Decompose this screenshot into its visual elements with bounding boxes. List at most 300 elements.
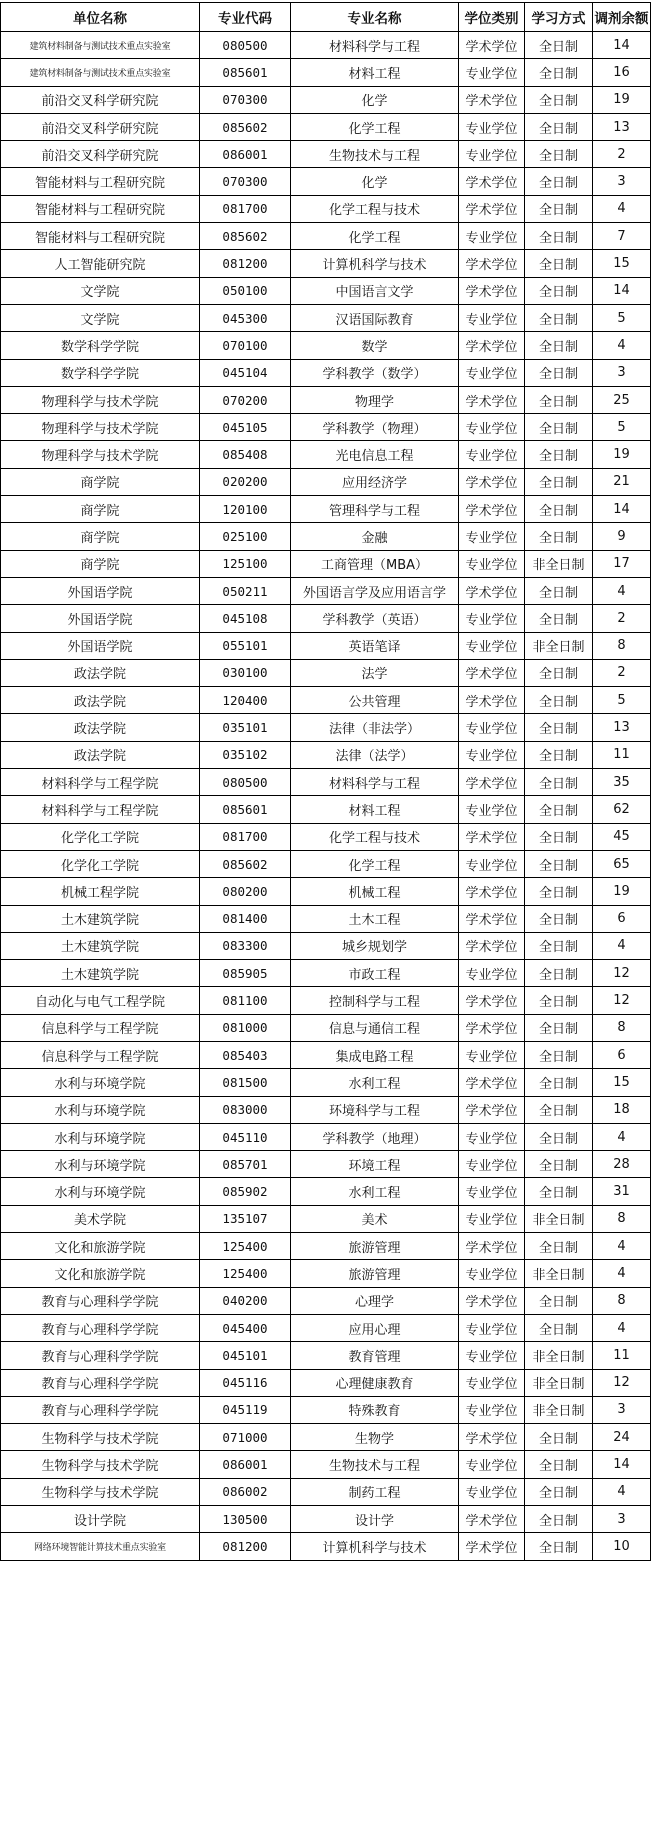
unit-name-cell: 外国语学院 [1, 605, 200, 632]
unit-name-cell: 水利与环境学院 [1, 1178, 200, 1205]
remaining-quota-cell: 31 [593, 1178, 651, 1205]
major-code-cell: 135107 [200, 1205, 291, 1232]
degree-type-cell: 专业学位 [459, 605, 525, 632]
table-row [1, 1506, 651, 1533]
table-row [1, 1041, 651, 1068]
study-mode-cell: 全日制 [525, 1287, 593, 1314]
table-row [1, 1369, 651, 1396]
unit-name-cell: 生物科学与技术学院 [1, 1478, 200, 1505]
unit-name-cell: 前沿交叉科学研究院 [1, 141, 200, 168]
remaining-quota-cell: 14 [593, 496, 651, 523]
major-code-cell: 081700 [200, 195, 291, 222]
major-name-cell: 法律（非法学） [291, 714, 459, 741]
degree-type-cell: 专业学位 [459, 59, 525, 86]
major-name-cell: 集成电路工程 [291, 1041, 459, 1068]
unit-name-cell: 前沿交叉科学研究院 [1, 86, 200, 113]
remaining-quota-cell: 14 [593, 32, 651, 59]
major-name-cell: 土木工程 [291, 905, 459, 932]
table-row [1, 905, 651, 932]
unit-name-cell: 化学化工学院 [1, 850, 200, 877]
unit-name-cell: 物理科学与技术学院 [1, 441, 200, 468]
unit-name-cell: 水利与环境学院 [1, 1069, 200, 1096]
major-code-cell: 080500 [200, 32, 291, 59]
table-row [1, 59, 651, 86]
unit-name-cell: 文化和旅游学院 [1, 1233, 200, 1260]
remaining-quota-cell: 4 [593, 932, 651, 959]
major-code-cell: 120100 [200, 496, 291, 523]
unit-name-cell: 智能材料与工程研究院 [1, 223, 200, 250]
unit-name-cell: 建筑材料制备与测试技术重点实验室 [1, 59, 200, 86]
major-name-cell: 数学 [291, 332, 459, 359]
remaining-quota-cell: 4 [593, 1233, 651, 1260]
unit-name-cell: 生物科学与技术学院 [1, 1424, 200, 1451]
study-mode-cell: 全日制 [525, 1451, 593, 1478]
study-mode-cell: 非全日制 [525, 1396, 593, 1423]
major-name-cell: 教育管理 [291, 1342, 459, 1369]
degree-type-cell: 学术学位 [459, 496, 525, 523]
table-row [1, 605, 651, 632]
study-mode-cell: 全日制 [525, 468, 593, 495]
study-mode-cell: 全日制 [525, 250, 593, 277]
degree-type-cell: 学术学位 [459, 577, 525, 604]
remaining-quota-cell: 4 [593, 1314, 651, 1341]
study-mode-cell: 非全日制 [525, 1205, 593, 1232]
remaining-quota-cell: 4 [593, 1478, 651, 1505]
major-code-cell: 085601 [200, 796, 291, 823]
table-row [1, 1396, 651, 1423]
unit-name-cell: 物理科学与技术学院 [1, 414, 200, 441]
degree-type-cell: 专业学位 [459, 796, 525, 823]
major-name-cell: 设计学 [291, 1506, 459, 1533]
major-code-cell: 086001 [200, 141, 291, 168]
degree-type-cell: 学术学位 [459, 932, 525, 959]
degree-type-cell: 专业学位 [459, 1260, 525, 1287]
remaining-quota-cell: 13 [593, 714, 651, 741]
degree-type-cell: 学术学位 [459, 1069, 525, 1096]
study-mode-cell: 全日制 [525, 1478, 593, 1505]
remaining-quota-cell: 4 [593, 1123, 651, 1150]
major-name-cell: 心理健康教育 [291, 1369, 459, 1396]
study-mode-cell: 全日制 [525, 1041, 593, 1068]
major-name-cell: 学科教学（英语） [291, 605, 459, 632]
remaining-quota-cell: 4 [593, 577, 651, 604]
unit-name-cell: 文学院 [1, 277, 200, 304]
major-name-cell: 美术 [291, 1205, 459, 1232]
study-mode-cell: 全日制 [525, 1151, 593, 1178]
study-mode-cell: 全日制 [525, 59, 593, 86]
major-name-cell: 生物学 [291, 1424, 459, 1451]
major-name-cell: 环境工程 [291, 1151, 459, 1178]
major-code-cell: 086002 [200, 1478, 291, 1505]
major-name-cell: 外国语言学及应用语言学 [291, 577, 459, 604]
table-row [1, 1151, 651, 1178]
table-row [1, 1069, 651, 1096]
degree-type-cell: 学术学位 [459, 905, 525, 932]
remaining-quota-cell: 4 [593, 332, 651, 359]
remaining-quota-cell: 24 [593, 1424, 651, 1451]
table-row [1, 168, 651, 195]
major-name-cell: 公共管理 [291, 687, 459, 714]
major-code-cell: 081400 [200, 905, 291, 932]
major-code-cell: 050211 [200, 577, 291, 604]
table-row [1, 1014, 651, 1041]
degree-type-cell: 专业学位 [459, 1478, 525, 1505]
degree-type-cell: 学术学位 [459, 1506, 525, 1533]
major-code-cell: 120400 [200, 687, 291, 714]
unit-name-cell: 政法学院 [1, 687, 200, 714]
unit-name-cell: 商学院 [1, 523, 200, 550]
degree-type-cell: 学术学位 [459, 878, 525, 905]
remaining-quota-cell: 11 [593, 741, 651, 768]
degree-type-cell: 学术学位 [459, 823, 525, 850]
remaining-quota-cell: 3 [593, 1396, 651, 1423]
unit-name-cell: 政法学院 [1, 714, 200, 741]
degree-type-cell: 专业学位 [459, 1314, 525, 1341]
degree-type-cell: 学术学位 [459, 332, 525, 359]
remaining-quota-cell: 2 [593, 141, 651, 168]
header-unit-name: 单位名称 [1, 3, 200, 32]
degree-type-cell: 学术学位 [459, 1014, 525, 1041]
degree-type-cell: 专业学位 [459, 441, 525, 468]
table-header-row [1, 3, 651, 32]
major-name-cell: 计算机科学与技术 [291, 250, 459, 277]
unit-name-cell: 文学院 [1, 304, 200, 331]
remaining-quota-cell: 9 [593, 523, 651, 550]
unit-name-cell: 外国语学院 [1, 577, 200, 604]
remaining-quota-cell: 6 [593, 1041, 651, 1068]
table-row [1, 468, 651, 495]
major-code-cell: 035102 [200, 741, 291, 768]
remaining-quota-cell: 8 [593, 632, 651, 659]
unit-name-cell: 机械工程学院 [1, 878, 200, 905]
study-mode-cell: 全日制 [525, 769, 593, 796]
study-mode-cell: 全日制 [525, 577, 593, 604]
degree-type-cell: 学术学位 [459, 32, 525, 59]
header-study-mode: 学习方式 [525, 3, 593, 32]
major-code-cell: 085403 [200, 1041, 291, 1068]
remaining-quota-cell: 62 [593, 796, 651, 823]
remaining-quota-cell: 12 [593, 987, 651, 1014]
major-name-cell: 控制科学与工程 [291, 987, 459, 1014]
unit-name-cell: 政法学院 [1, 741, 200, 768]
major-name-cell: 环境科学与工程 [291, 1096, 459, 1123]
major-name-cell: 材料科学与工程 [291, 32, 459, 59]
major-code-cell: 045119 [200, 1396, 291, 1423]
major-name-cell: 旅游管理 [291, 1260, 459, 1287]
major-name-cell: 信息与通信工程 [291, 1014, 459, 1041]
major-code-cell: 125400 [200, 1233, 291, 1260]
degree-type-cell: 专业学位 [459, 414, 525, 441]
degree-type-cell: 专业学位 [459, 1396, 525, 1423]
study-mode-cell: 全日制 [525, 605, 593, 632]
major-name-cell: 工商管理（MBA） [291, 550, 459, 577]
major-name-cell: 化学 [291, 86, 459, 113]
table-row [1, 741, 651, 768]
unit-name-cell: 美术学院 [1, 1205, 200, 1232]
degree-type-cell: 专业学位 [459, 1342, 525, 1369]
degree-type-cell: 专业学位 [459, 550, 525, 577]
remaining-quota-cell: 5 [593, 687, 651, 714]
major-code-cell: 085602 [200, 223, 291, 250]
major-code-cell: 045116 [200, 1369, 291, 1396]
remaining-quota-cell: 25 [593, 386, 651, 413]
header-degree-type: 学位类别 [459, 3, 525, 32]
remaining-quota-cell: 7 [593, 223, 651, 250]
major-code-cell: 085601 [200, 59, 291, 86]
degree-type-cell: 专业学位 [459, 1451, 525, 1478]
degree-type-cell: 学术学位 [459, 1096, 525, 1123]
major-code-cell: 045300 [200, 304, 291, 331]
unit-name-cell: 建筑材料制备与测试技术重点实验室 [1, 32, 200, 59]
major-name-cell: 学科教学（地理） [291, 1123, 459, 1150]
degree-type-cell: 专业学位 [459, 1123, 525, 1150]
major-name-cell: 化学工程与技术 [291, 823, 459, 850]
unit-name-cell: 政法学院 [1, 659, 200, 686]
table-row [1, 414, 651, 441]
major-code-cell: 081000 [200, 1014, 291, 1041]
study-mode-cell: 全日制 [525, 332, 593, 359]
major-code-cell: 080200 [200, 878, 291, 905]
degree-type-cell: 学术学位 [459, 769, 525, 796]
major-code-cell: 085701 [200, 1151, 291, 1178]
study-mode-cell: 全日制 [525, 1123, 593, 1150]
study-mode-cell: 全日制 [525, 414, 593, 441]
unit-name-cell: 商学院 [1, 550, 200, 577]
study-mode-cell: 全日制 [525, 277, 593, 304]
major-code-cell: 045101 [200, 1342, 291, 1369]
major-code-cell: 045108 [200, 605, 291, 632]
major-name-cell: 化学工程 [291, 223, 459, 250]
major-name-cell: 法学 [291, 659, 459, 686]
degree-type-cell: 学术学位 [459, 1424, 525, 1451]
unit-name-cell: 自动化与电气工程学院 [1, 987, 200, 1014]
table-row [1, 687, 651, 714]
table-row [1, 195, 651, 222]
unit-name-cell: 教育与心理科学学院 [1, 1369, 200, 1396]
degree-type-cell: 学术学位 [459, 195, 525, 222]
study-mode-cell: 全日制 [525, 223, 593, 250]
major-name-cell: 城乡规划学 [291, 932, 459, 959]
degree-type-cell: 专业学位 [459, 304, 525, 331]
major-code-cell: 055101 [200, 632, 291, 659]
major-name-cell: 水利工程 [291, 1178, 459, 1205]
study-mode-cell: 非全日制 [525, 632, 593, 659]
remaining-quota-cell: 15 [593, 250, 651, 277]
remaining-quota-cell: 15 [593, 1069, 651, 1096]
degree-type-cell: 学术学位 [459, 386, 525, 413]
table-row [1, 1424, 651, 1451]
degree-type-cell: 学术学位 [459, 1287, 525, 1314]
study-mode-cell: 全日制 [525, 32, 593, 59]
unit-name-cell: 材料科学与工程学院 [1, 769, 200, 796]
table-row [1, 659, 651, 686]
major-code-cell: 070200 [200, 386, 291, 413]
table-row [1, 823, 651, 850]
study-mode-cell: 全日制 [525, 1069, 593, 1096]
table-row [1, 577, 651, 604]
table-row [1, 1287, 651, 1314]
study-mode-cell: 全日制 [525, 687, 593, 714]
table-row [1, 550, 651, 577]
study-mode-cell: 全日制 [525, 496, 593, 523]
table-row [1, 1233, 651, 1260]
study-mode-cell: 全日制 [525, 796, 593, 823]
study-mode-cell: 全日制 [525, 741, 593, 768]
remaining-quota-cell: 18 [593, 1096, 651, 1123]
study-mode-cell: 全日制 [525, 1533, 593, 1560]
unit-name-cell: 材料科学与工程学院 [1, 796, 200, 823]
unit-name-cell: 商学院 [1, 496, 200, 523]
major-name-cell: 学科教学（数学） [291, 359, 459, 386]
major-code-cell: 130500 [200, 1506, 291, 1533]
major-code-cell: 125400 [200, 1260, 291, 1287]
degree-type-cell: 专业学位 [459, 1369, 525, 1396]
major-code-cell: 081500 [200, 1069, 291, 1096]
remaining-quota-cell: 5 [593, 414, 651, 441]
table-row [1, 714, 651, 741]
table-row [1, 223, 651, 250]
major-name-cell: 生物技术与工程 [291, 141, 459, 168]
remaining-quota-cell: 12 [593, 1369, 651, 1396]
major-code-cell: 045110 [200, 1123, 291, 1150]
table-row [1, 1123, 651, 1150]
remaining-quota-cell: 2 [593, 605, 651, 632]
major-code-cell: 070300 [200, 168, 291, 195]
header-major-code: 专业代码 [200, 3, 291, 32]
major-name-cell: 化学工程 [291, 113, 459, 140]
table-row [1, 359, 651, 386]
major-code-cell: 085902 [200, 1178, 291, 1205]
table-row [1, 1260, 651, 1287]
study-mode-cell: 非全日制 [525, 1369, 593, 1396]
major-code-cell: 085602 [200, 850, 291, 877]
study-mode-cell: 全日制 [525, 659, 593, 686]
study-mode-cell: 全日制 [525, 168, 593, 195]
study-mode-cell: 全日制 [525, 714, 593, 741]
remaining-quota-cell: 14 [593, 1451, 651, 1478]
remaining-quota-cell: 6 [593, 905, 651, 932]
major-code-cell: 035101 [200, 714, 291, 741]
table-row [1, 386, 651, 413]
major-name-cell: 学科教学（物理） [291, 414, 459, 441]
table-row [1, 878, 651, 905]
unit-name-cell: 设计学院 [1, 1506, 200, 1533]
major-name-cell: 制药工程 [291, 1478, 459, 1505]
table-row [1, 141, 651, 168]
unit-name-cell: 商学院 [1, 468, 200, 495]
remaining-quota-cell: 19 [593, 878, 651, 905]
major-code-cell: 081700 [200, 823, 291, 850]
major-name-cell: 物理学 [291, 386, 459, 413]
major-code-cell: 083300 [200, 932, 291, 959]
major-code-cell: 020200 [200, 468, 291, 495]
table-row [1, 332, 651, 359]
unit-name-cell: 水利与环境学院 [1, 1096, 200, 1123]
major-name-cell: 化学工程 [291, 850, 459, 877]
degree-type-cell: 专业学位 [459, 359, 525, 386]
major-name-cell: 光电信息工程 [291, 441, 459, 468]
table-row [1, 987, 651, 1014]
major-code-cell: 045400 [200, 1314, 291, 1341]
remaining-quota-cell: 10 [593, 1533, 651, 1560]
table-row [1, 1096, 651, 1123]
degree-type-cell: 专业学位 [459, 1178, 525, 1205]
degree-type-cell: 专业学位 [459, 714, 525, 741]
remaining-quota-cell: 3 [593, 1506, 651, 1533]
degree-type-cell: 学术学位 [459, 86, 525, 113]
major-name-cell: 管理科学与工程 [291, 496, 459, 523]
major-code-cell: 050100 [200, 277, 291, 304]
study-mode-cell: 非全日制 [525, 1260, 593, 1287]
degree-type-cell: 学术学位 [459, 1533, 525, 1560]
study-mode-cell: 全日制 [525, 1096, 593, 1123]
unit-name-cell: 数学科学学院 [1, 332, 200, 359]
major-code-cell: 040200 [200, 1287, 291, 1314]
remaining-quota-cell: 11 [593, 1342, 651, 1369]
table-row [1, 1205, 651, 1232]
remaining-quota-cell: 19 [593, 86, 651, 113]
degree-type-cell: 学术学位 [459, 168, 525, 195]
table-row [1, 1478, 651, 1505]
study-mode-cell: 全日制 [525, 1233, 593, 1260]
major-name-cell: 水利工程 [291, 1069, 459, 1096]
major-name-cell: 材料工程 [291, 796, 459, 823]
major-code-cell: 081200 [200, 1533, 291, 1560]
study-mode-cell: 非全日制 [525, 550, 593, 577]
degree-type-cell: 专业学位 [459, 1205, 525, 1232]
unit-name-cell: 文化和旅游学院 [1, 1260, 200, 1287]
degree-type-cell: 学术学位 [459, 277, 525, 304]
unit-name-cell: 土木建筑学院 [1, 905, 200, 932]
degree-type-cell: 专业学位 [459, 1151, 525, 1178]
unit-name-cell: 外国语学院 [1, 632, 200, 659]
major-name-cell: 化学 [291, 168, 459, 195]
remaining-quota-cell: 19 [593, 441, 651, 468]
remaining-quota-cell: 2 [593, 659, 651, 686]
table-row [1, 441, 651, 468]
major-code-cell: 045105 [200, 414, 291, 441]
remaining-quota-cell: 14 [593, 277, 651, 304]
unit-name-cell: 教育与心理科学学院 [1, 1342, 200, 1369]
study-mode-cell: 全日制 [525, 1424, 593, 1451]
major-code-cell: 025100 [200, 523, 291, 550]
major-code-cell: 080500 [200, 769, 291, 796]
major-code-cell: 081200 [200, 250, 291, 277]
unit-name-cell: 前沿交叉科学研究院 [1, 113, 200, 140]
remaining-quota-cell: 35 [593, 769, 651, 796]
table-row [1, 769, 651, 796]
degree-type-cell: 专业学位 [459, 850, 525, 877]
degree-type-cell: 专业学位 [459, 632, 525, 659]
remaining-quota-cell: 45 [593, 823, 651, 850]
major-name-cell: 应用经济学 [291, 468, 459, 495]
major-code-cell: 083000 [200, 1096, 291, 1123]
major-name-cell: 旅游管理 [291, 1233, 459, 1260]
major-code-cell: 070300 [200, 86, 291, 113]
degree-type-cell: 专业学位 [459, 141, 525, 168]
major-name-cell: 机械工程 [291, 878, 459, 905]
remaining-quota-cell: 21 [593, 468, 651, 495]
study-mode-cell: 全日制 [525, 304, 593, 331]
major-name-cell: 汉语国际教育 [291, 304, 459, 331]
study-mode-cell: 全日制 [525, 1506, 593, 1533]
unit-name-cell: 人工智能研究院 [1, 250, 200, 277]
study-mode-cell: 全日制 [525, 960, 593, 987]
major-name-cell: 生物技术与工程 [291, 1451, 459, 1478]
major-name-cell: 应用心理 [291, 1314, 459, 1341]
unit-name-cell: 水利与环境学院 [1, 1123, 200, 1150]
degree-type-cell: 学术学位 [459, 250, 525, 277]
